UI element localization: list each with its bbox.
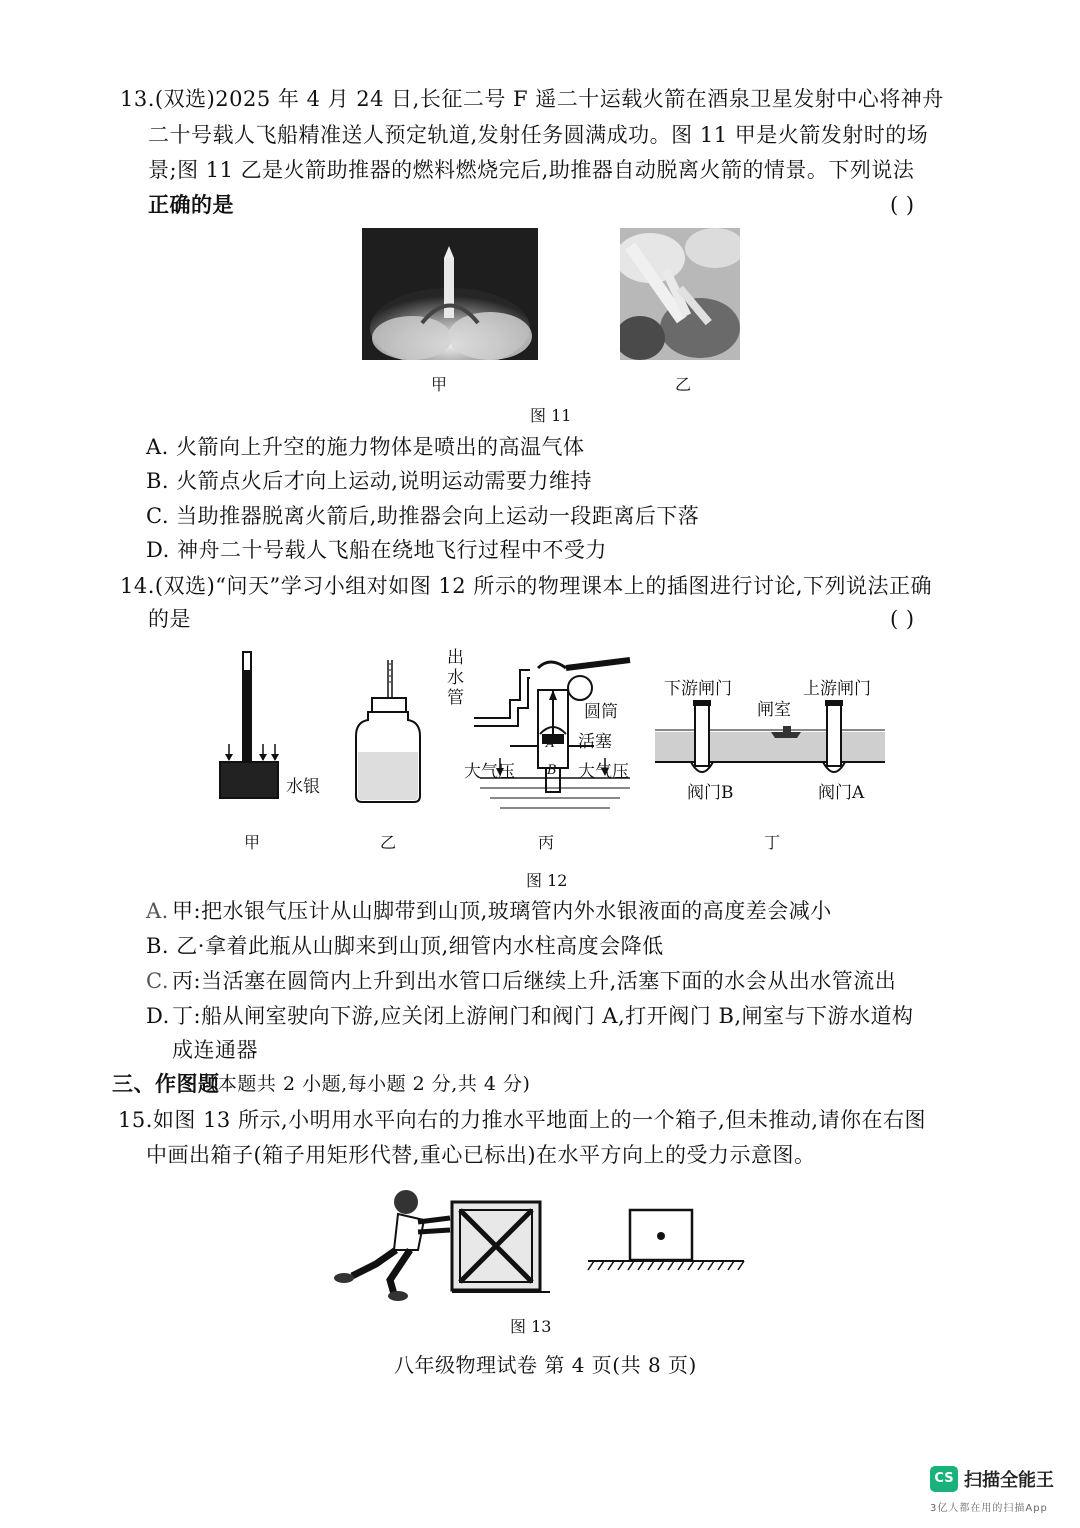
q14-option-b: B. 乙·拿着此瓶从山脚来到山顶,细管内水柱高度会降低 [146, 934, 664, 958]
upstream-gate-label: 上游闸门 [803, 679, 871, 699]
mercury-barometer-diagram [215, 650, 285, 802]
bottle-barometer-diagram [352, 660, 424, 806]
scanner-logo-icon: CS [930, 1466, 958, 1492]
outlet-label-2: 水 [447, 668, 464, 688]
q14-answer-bracket: ( ) [890, 607, 915, 631]
booster-separation-photo [620, 228, 740, 360]
valve-b-label: 阀门B [687, 783, 734, 803]
boy-pushing-box-illustration [318, 1180, 558, 1306]
q15-line1: 15.如图 13 所示,小明用水平向右的力推水平地面上的一个箱子,但未推动,请你在右图 [118, 1108, 926, 1132]
page-footer: 八年级物理试卷 第 4 页(共 8 页) [394, 1353, 697, 1377]
q13-answer-bracket: ( ) [890, 193, 915, 217]
piston-label: 活塞 [578, 732, 612, 752]
valve-a-label: 阀门A [818, 783, 865, 803]
fig11-label-b: 乙 [675, 375, 692, 394]
cylinder-label: 圆筒 [584, 702, 618, 722]
valve-a-small-label: A [546, 736, 555, 750]
q14-option-d: 丁:船从闸室驶向下游,应关闭上游闸门和阀门 A,打开阀门 B,闸室与下游水道构 [172, 1004, 914, 1028]
fig12-sub-b: 乙 [380, 833, 397, 852]
fig12-sub-d: 丁 [764, 833, 781, 852]
lock-chamber-label: 闸室 [757, 700, 791, 720]
q13-line3: 景;图 11 乙是火箭助推器的燃料燃烧完后,助推器自动脱离火箭的情景。下列说法 [148, 158, 915, 182]
q13-line4: 正确的是 [148, 192, 234, 217]
valve-b-small-label: B [547, 763, 557, 778]
scanner-app-name: 扫描全能王 [964, 1470, 1054, 1491]
outlet-label-1: 出 [447, 648, 464, 668]
downstream-gate-label: 下游闸门 [664, 679, 732, 699]
fig11-label-a: 甲 [431, 375, 448, 394]
scanner-app-tagline: 3亿人都在用的扫描App [930, 1503, 1048, 1514]
q13-option-b: B. 火箭点火后才向上运动,说明运动需要力维持 [146, 469, 592, 493]
q14-option-d-cont: 成连通器 [172, 1038, 258, 1062]
q13-option-d: D. 神舟二十号载人飞船在绕地飞行过程中不受力 [146, 538, 607, 562]
outlet-label-3: 管 [447, 688, 464, 708]
q13-line2: 二十号载人飞船精准送人预定轨道,发射任务圆满成功。图 11 甲是火箭发射时的场 [148, 123, 929, 147]
force-diagram-box [584, 1208, 748, 1274]
q14-option-c-mark: C. [146, 969, 169, 993]
section3-note: (本题共 2 小题,每小题 2 分,共 4 分) [210, 1073, 531, 1095]
fig12-sub-c: 丙 [538, 833, 555, 852]
mercury-label: 水银 [286, 777, 320, 797]
q13-line1: 13.(双选)2025 年 4 月 24 日,长征二号 F 遥二十运载火箭在酒泉卫星发射中心将神舟 [120, 87, 944, 111]
q13-option-c: C. 当助推器脱离火箭后,助推器会向上运动一段距离后下落 [146, 504, 700, 528]
q14-option-d-mark: D. [146, 1004, 170, 1028]
q14-option-a-mark: A. [146, 899, 169, 923]
fig12-sub-a: 甲 [244, 833, 261, 852]
atm-left-label: 大气压 [464, 762, 515, 782]
q15-line2: 中画出箱子(箱子用矩形代替,重心已标出)在水平方向上的受力示意图。 [146, 1143, 816, 1167]
atm-right-label: 大气压 [578, 762, 629, 782]
fig13-caption: 图 13 [510, 1317, 552, 1336]
fig12-caption: 图 12 [526, 871, 568, 890]
q14-line2: 的是 [148, 607, 191, 631]
q14-option-a: 甲:把水银气压计从山脚带到山顶,玻璃管内外水银液面的高度差会减小 [172, 899, 832, 923]
section3-title: 三、作图题 [112, 1071, 220, 1096]
q14-line1: 14.(双选)“问天”学习小组对如图 12 所示的物理课本上的插图进行讨论,下列说法正确 [120, 574, 932, 598]
rocket-launch-photo [362, 228, 538, 360]
fig11-caption: 图 11 [530, 406, 572, 425]
q13-option-a: A. 火箭向上升空的施力物体是喷出的高温气体 [146, 435, 585, 459]
q14-option-c: 丙:当活塞在圆筒内上升到出水管口后继续上升,活塞下面的水会从出水管流出 [172, 969, 897, 993]
